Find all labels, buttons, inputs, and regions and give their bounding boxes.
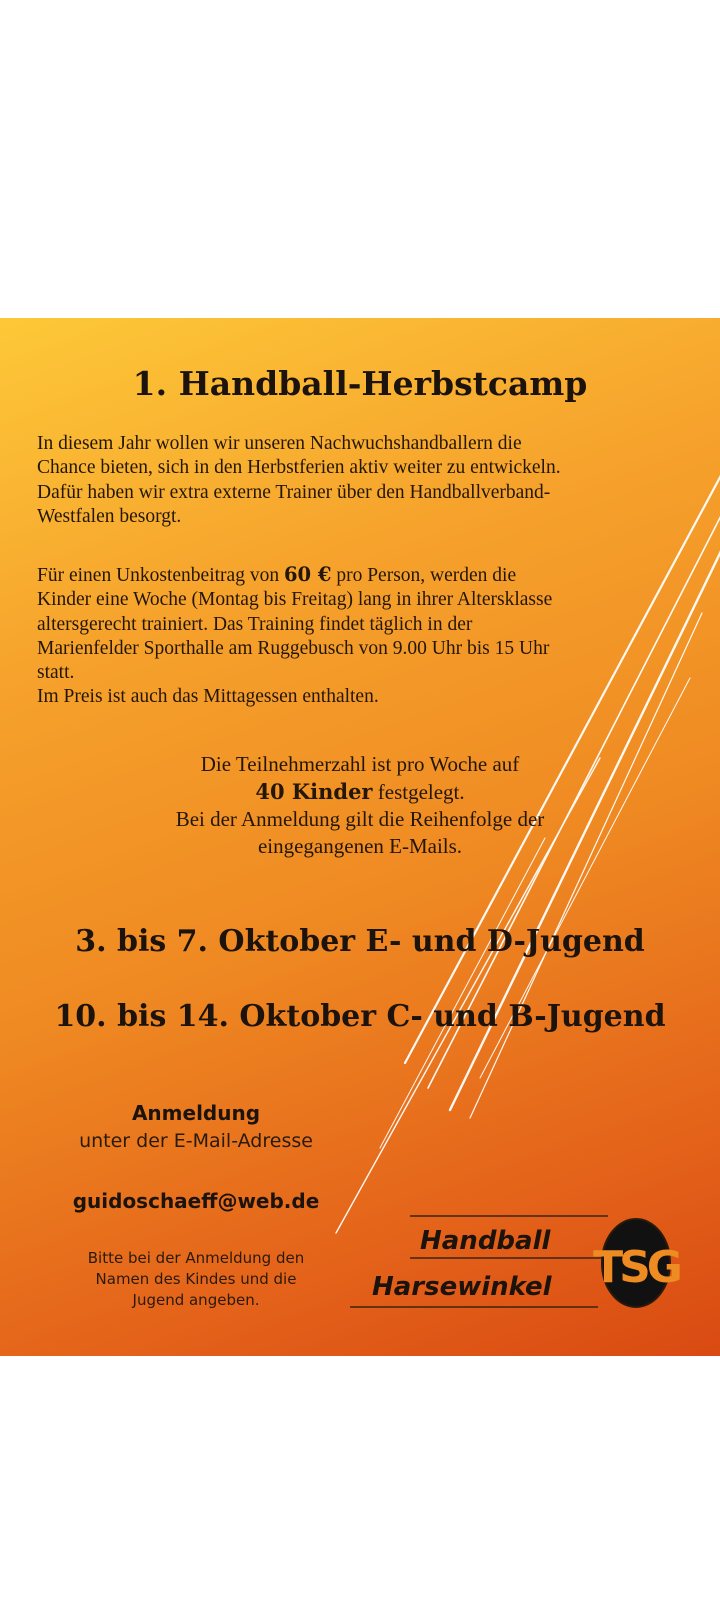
text-line: Marienfelder Sporthalle am Ruggebusch von 9.00 Uhr bis 15 Uhr	[37, 637, 550, 659]
text-line: eingegangenen E-Mails.	[257, 834, 463, 858]
text-line	[37, 563, 697, 588]
text-line	[60, 778, 660, 806]
text-line: Bitte bei der Anmeldung den	[87, 1249, 305, 1267]
cost-paragraph	[37, 563, 697, 710]
registration-subtitle: unter der E-Mail-Adresse	[79, 1130, 313, 1152]
tsg-handball-logo	[350, 1208, 690, 1318]
registration-email[interactable]: guidoschaeff@web.de	[72, 1189, 320, 1213]
logo-line-2: Harsewinkel	[372, 1272, 552, 1302]
text-line: Bei der Anmeldung gilt die Reihenfolge der	[175, 807, 545, 831]
camp-date-1: 3. bis 7. Oktober E- und D-Jugend	[75, 924, 645, 959]
text-segment: festgelegt.	[372, 780, 465, 804]
text-segment: pro Person, werden die	[331, 565, 517, 586]
page-title: 1. Handball-Herbstcamp	[132, 364, 588, 403]
poster	[0, 318, 720, 1356]
text-line: Chance bieten, sich in den Herbstferien aktiv weiter zu entwickeln.	[37, 457, 561, 479]
text-line: Namen des Kindes und die	[95, 1270, 297, 1288]
text-line: Die Teilnehmerzahl ist pro Woche auf	[200, 752, 520, 776]
logo-badge: TSG	[593, 1242, 679, 1293]
participant-count: 40 Kinder	[255, 779, 373, 804]
intro-paragraph	[37, 432, 697, 529]
text-line: Westfalen besorgt.	[37, 505, 182, 527]
text-line: Jugend angeben.	[132, 1291, 260, 1309]
text-line: Kinder eine Woche (Montag bis Freitag) lang in ihrer Altersklasse	[37, 589, 553, 611]
camp-date-2: 10. bis 14. Oktober C- und B-Jugend	[54, 999, 666, 1034]
text-line: Im Preis ist auch das Mittagessen enthalten.	[37, 686, 379, 708]
logo-line-1: Handball	[420, 1226, 551, 1256]
text-line: statt.	[37, 662, 75, 684]
text-line: altersgerecht trainiert. Das Training findet täglich in der	[37, 613, 473, 635]
text-segment: Für einen Unkostenbeitrag von	[37, 565, 284, 586]
price: 60 €	[283, 563, 332, 586]
registration-note	[46, 1248, 346, 1311]
text-line: Dafür haben wir extra externe Trainer über den Handballverband-	[37, 481, 551, 503]
registration-title: Anmeldung	[131, 1101, 261, 1125]
participants-info	[60, 751, 660, 860]
text-line: In diesem Jahr wollen wir unseren Nachwuchshandballern die	[37, 433, 522, 454]
